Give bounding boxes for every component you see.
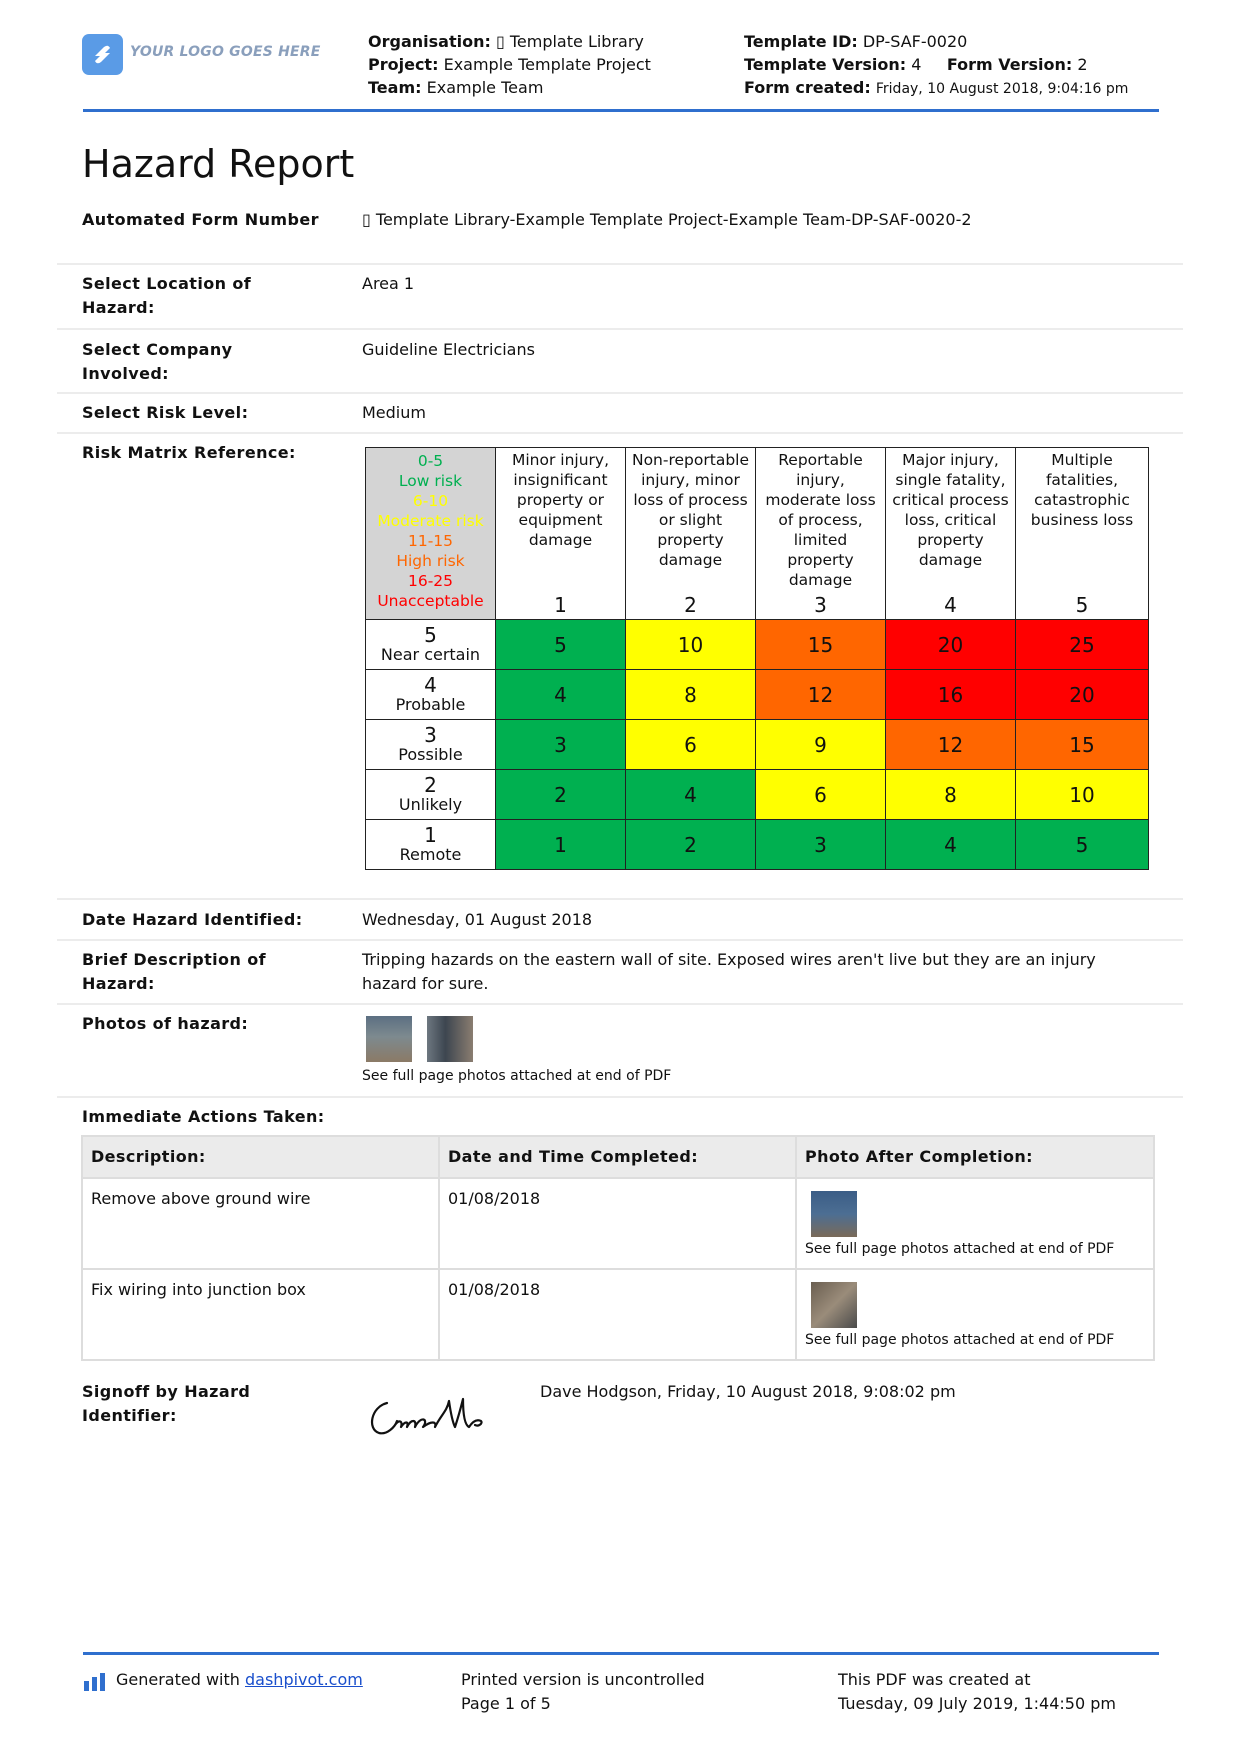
action-description: Fix wiring into junction box (82, 1269, 439, 1360)
likelihood-label: Remote (399, 844, 462, 864)
risk-matrix-body (366, 620, 1149, 870)
form-created-label: Form created: (744, 78, 871, 97)
hazard-photo-thumbnail[interactable] (366, 1016, 412, 1062)
generated-with (116, 1668, 363, 1692)
footer-center (461, 1668, 705, 1716)
row-divider (57, 1003, 1183, 1005)
action-photo-thumbnail[interactable] (811, 1191, 857, 1237)
team-value: Example Team (426, 78, 544, 97)
risk-score-cell: 4 (496, 670, 626, 720)
actions-table (81, 1135, 1155, 1361)
description-value: Tripping hazards on the eastern wall of site. Exposed wires aren't live but they are an injury hazard for sure. (362, 950, 1096, 993)
consequence-number: 4 (944, 593, 957, 617)
header-org-block (368, 30, 651, 99)
risk-matrix-row (366, 820, 1149, 870)
risk-level-value: Medium (362, 403, 426, 422)
uncontrolled-note: Printed version is uncontrolled (461, 1670, 705, 1689)
company-label: Select Company Involved: (82, 340, 233, 383)
actions-header-photo: Photo After Completion: (796, 1136, 1154, 1178)
legend-line: High risk (396, 552, 465, 570)
signoff-value: Dave Hodgson, Friday, 10 August 2018, 9:08:02 pm (540, 1382, 956, 1401)
risk-score-cell: 16 (886, 670, 1016, 720)
risk-legend-lines (366, 451, 495, 611)
risk-score-cell: 4 (626, 770, 756, 820)
legend-line: 16-25 (407, 572, 454, 590)
form-number-label: Automated Form Number (82, 210, 319, 229)
likelihood-number: 2 (424, 772, 437, 797)
risk-score-cell: 15 (756, 620, 886, 670)
consequence-header (626, 448, 756, 620)
likelihood-number: 3 (424, 722, 437, 747)
action-photo-note: See full page photos attached at end of PDF (805, 1332, 1115, 1348)
row-divider (57, 432, 1183, 434)
risk-score-cell: 4 (886, 820, 1016, 870)
date-identified-value: Wednesday, 01 August 2018 (362, 910, 593, 929)
consequence-number: 1 (554, 593, 567, 617)
likelihood-label-cell (366, 820, 496, 870)
consequence-number: 2 (684, 593, 697, 617)
company-value: Guideline Electricians (362, 340, 535, 359)
risk-score-cell: 9 (756, 720, 886, 770)
risk-score-cell: 5 (1016, 820, 1149, 870)
legend-line: Moderate risk (377, 512, 484, 530)
action-photo-thumbnail[interactable] (811, 1282, 857, 1328)
action-date: 01/08/2018 (439, 1178, 796, 1269)
row-divider (57, 898, 1183, 900)
form-version-value: 2 (1077, 55, 1088, 74)
row-divider (57, 1096, 1183, 1098)
consequence-header (496, 448, 626, 620)
consequence-header (756, 448, 886, 620)
row-divider (57, 263, 1183, 265)
risk-matrix-row (366, 770, 1149, 820)
risk-matrix-row (366, 670, 1149, 720)
actions-header-date: Date and Time Completed: (439, 1136, 796, 1178)
dashpivot-link[interactable]: dashpivot.com (245, 1670, 363, 1689)
consequence-text: Reportable injury, moderate loss of process, limited property damage (765, 451, 876, 589)
consequence-number: 5 (1075, 593, 1089, 617)
risk-score-cell: 3 (496, 720, 626, 770)
likelihood-label: Possible (398, 744, 463, 764)
legend-line: 11-15 (407, 532, 454, 550)
risk-score-cell: 8 (626, 670, 756, 720)
actions-header-description: Description: (82, 1136, 439, 1178)
page-title: Hazard Report (82, 142, 355, 186)
organisation-label: Organisation: (368, 32, 491, 51)
action-photo-cell (796, 1269, 1154, 1360)
consequence-header (886, 448, 1016, 620)
consequence-text: Multiple fatalities, catastrophic business loss (1030, 451, 1134, 529)
table-row (82, 1269, 1154, 1360)
project-value: Example Template Project (443, 55, 651, 74)
consequence-number: 3 (814, 593, 827, 617)
team-label: Team: (368, 78, 422, 97)
risk-score-cell: 1 (496, 820, 626, 870)
page-number: Page 1 of 5 (461, 1694, 551, 1713)
risk-matrix-row (366, 620, 1149, 670)
logo-text: YOUR LOGO GOES HERE (130, 44, 321, 60)
consequence-text: Major injury, single fatality, critical process loss, critical property damage (892, 451, 1009, 569)
likelihood-label-cell (366, 620, 496, 670)
bar-chart-icon (84, 1673, 106, 1695)
template-id-label: Template ID: (744, 32, 858, 51)
action-photo-cell (796, 1178, 1154, 1269)
pdf-created-value: Tuesday, 09 July 2019, 1:44:50 pm (838, 1694, 1116, 1713)
footer-divider (83, 1652, 1159, 1655)
risk-score-cell: 10 (626, 620, 756, 670)
form-number-value: ▯ Template Library-Example Template Project-Example Team-DP-SAF-0020-2 (362, 210, 972, 229)
form-version-label: Form Version: (946, 55, 1073, 74)
consequence-text: Non-reportable injury, minor loss of process or slight property damage (631, 451, 749, 569)
legend-line: 6-10 (412, 492, 449, 510)
photos-label: Photos of hazard: (82, 1014, 249, 1033)
legend-line: Unacceptable (377, 592, 484, 610)
signature-image (365, 1385, 497, 1449)
likelihood-label-cell (366, 670, 496, 720)
template-id-value: DP-SAF-0020 (862, 32, 968, 51)
likelihood-label: Unlikely (398, 794, 463, 814)
risk-score-cell: 8 (886, 770, 1016, 820)
description-label: Brief Description of Hazard: (82, 950, 266, 993)
signoff-label: Signoff by Hazard Identifier: (82, 1382, 251, 1425)
location-value: Area 1 (362, 274, 415, 293)
risk-score-cell: 6 (626, 720, 756, 770)
risk-score-cell: 6 (756, 770, 886, 820)
header-divider (83, 109, 1159, 112)
row-divider (57, 939, 1183, 941)
action-photo-note: See full page photos attached at end of PDF (805, 1241, 1115, 1257)
date-identified-label: Date Hazard Identified: (82, 910, 303, 929)
template-version-label: Template Version: (744, 55, 907, 74)
risk-score-cell: 2 (496, 770, 626, 820)
likelihood-label: Near certain (380, 644, 481, 664)
legend-line: Low risk (398, 472, 463, 490)
likelihood-label: Probable (395, 694, 466, 714)
likelihood-number: 5 (424, 622, 437, 647)
footer-right (838, 1668, 1116, 1716)
risk-score-cell: 25 (1016, 620, 1149, 670)
pdf-created-label: This PDF was created at (838, 1670, 1031, 1689)
action-description: Remove above ground wire (82, 1178, 439, 1269)
photos-note: See full page photos attached at end of PDF (362, 1068, 672, 1084)
actions-label: Immediate Actions Taken: (82, 1107, 325, 1126)
logo-icon (82, 34, 123, 75)
risk-score-cell: 2 (626, 820, 756, 870)
generated-prefix: Generated with (116, 1670, 245, 1689)
risk-score-cell: 12 (886, 720, 1016, 770)
hazard-photo-thumbnail[interactable] (427, 1016, 473, 1062)
organisation-value: ▯ Template Library (495, 32, 644, 51)
form-created-value: Friday, 10 August 2018, 9:04:16 pm (875, 81, 1129, 97)
consequence-header (1016, 448, 1149, 620)
risk-matrix-label: Risk Matrix Reference: (82, 443, 296, 462)
risk-score-cell: 5 (496, 620, 626, 670)
template-version-value: 4 (911, 55, 922, 74)
risk-score-cell: 15 (1016, 720, 1149, 770)
project-label: Project: (368, 55, 439, 74)
legend-line: 0-5 (417, 452, 444, 470)
risk-legend-cell (366, 448, 496, 620)
risk-score-cell: 20 (886, 620, 1016, 670)
risk-score-cell: 10 (1016, 770, 1149, 820)
likelihood-number: 4 (424, 672, 437, 697)
risk-score-cell: 3 (756, 820, 886, 870)
row-divider (57, 392, 1183, 394)
risk-matrix-header-row (366, 448, 1149, 620)
action-date: 01/08/2018 (439, 1269, 796, 1360)
table-row (82, 1178, 1154, 1269)
likelihood-number: 1 (424, 822, 437, 847)
risk-score-cell: 12 (756, 670, 886, 720)
likelihood-label-cell (366, 720, 496, 770)
likelihood-label-cell (366, 770, 496, 820)
header-template-block (744, 30, 1128, 101)
risk-score-cell: 20 (1016, 670, 1149, 720)
actions-header-row (82, 1136, 1154, 1178)
location-label: Select Location of Hazard: (82, 274, 252, 317)
consequence-text: Minor injury, insignificant property or equipment damage (511, 451, 610, 549)
risk-matrix-table (365, 447, 1149, 870)
row-divider (57, 328, 1183, 330)
risk-level-label: Select Risk Level: (82, 403, 249, 422)
risk-matrix-row (366, 720, 1149, 770)
